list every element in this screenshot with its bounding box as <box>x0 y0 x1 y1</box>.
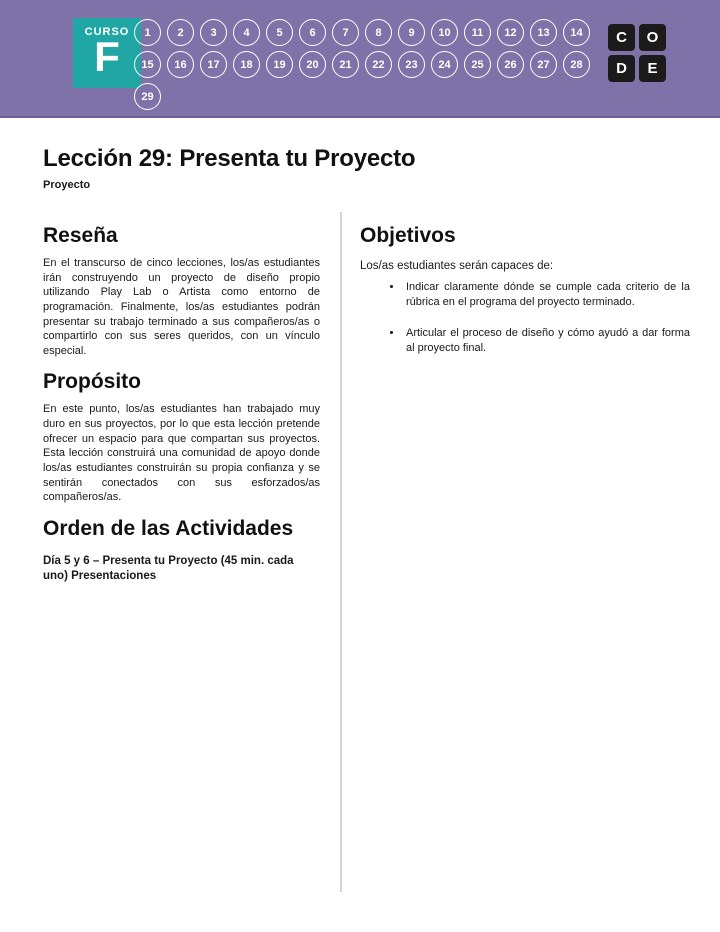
lesson-circle-27[interactable]: 27 <box>530 51 557 78</box>
lesson-circle-row <box>134 51 590 78</box>
lesson-circle-18[interactable]: 18 <box>233 51 260 78</box>
lesson-circle-16[interactable]: 16 <box>167 51 194 78</box>
lesson-circle-22[interactable]: 22 <box>365 51 392 78</box>
objective-item: • Indicar claramente dónde se cumple cada criterio de la rúbrica en el programa del proyecto terminado. <box>403 280 690 311</box>
proposito-body: En este punto, los/as estudiantes han trabajado muy duro en sus proyectos, por lo que esta lección pretende ofrecer un espacio para que compartan sus proyectos. Esta lección construirá una comunidad de apoyo donde los/as estudiantes construirán su propia confianza y se sentirán conectados con sus esforzados/as compañeros/as. <box>43 403 320 504</box>
resena-heading: Reseña <box>43 224 118 247</box>
proposito-heading: Propósito <box>43 370 141 394</box>
page-title: Lección 29: Presenta tu Proyecto <box>43 145 416 172</box>
section-proposito <box>43 370 320 504</box>
lesson-circle-1[interactable]: 1 <box>134 19 161 46</box>
lesson-circle-23[interactable]: 23 <box>398 51 425 78</box>
lesson-circle-3[interactable]: 3 <box>200 19 227 46</box>
course-badge[interactable] <box>73 18 141 88</box>
right-column <box>320 212 690 892</box>
lesson-circle-7[interactable]: 7 <box>332 19 359 46</box>
lesson-circle-19[interactable]: 19 <box>266 51 293 78</box>
lesson-circle-20[interactable]: 20 <box>299 51 326 78</box>
objetivos-intro: Los/as estudiantes serán capaces de: <box>360 260 554 272</box>
orden-heading: Orden de las Actividades <box>43 516 294 540</box>
section-resena <box>43 224 320 358</box>
lesson-circle-17[interactable]: 17 <box>200 51 227 78</box>
lesson-circle-10[interactable]: 10 <box>431 19 458 46</box>
lesson-circle-8[interactable]: 8 <box>365 19 392 46</box>
lesson-circle-28[interactable]: 28 <box>563 51 590 78</box>
course-badge-letter: F <box>94 33 120 80</box>
lesson-circle-21[interactable]: 21 <box>332 51 359 78</box>
resena-body: En el transcurso de cinco lecciones, los/as estudiantes irán construyendo un proyecto de diseño propio utilizando Play Lab o Artista como entorno de programación. Finalmente, los/as estudiantes podrán presentar su trabajo terminado a sus compañeros/as o compartirlo con sus seres queridos, con un vínculo especial. <box>43 257 320 357</box>
header <box>0 0 720 118</box>
lesson-circle-row <box>134 83 590 110</box>
section-objetivos <box>360 224 690 357</box>
orden-activity: Día 5 y 6 – Presenta tu Proyecto (45 min. cada uno) Presentaciones <box>43 554 294 583</box>
objectives-list <box>360 280 690 357</box>
logo-letter-e: E <box>639 55 666 82</box>
lesson-circle-13[interactable]: 13 <box>530 19 557 46</box>
logo-letter-d: D <box>608 55 635 82</box>
code-org-logo[interactable] <box>608 24 666 82</box>
objetivos-heading: Objetivos <box>360 224 456 247</box>
section-orden-actividades <box>43 517 320 585</box>
lesson-circle-2[interactable]: 2 <box>167 19 194 46</box>
lesson-circle-29[interactable]: 29 <box>134 83 161 110</box>
two-column-layout <box>43 212 690 892</box>
lesson-circle-11[interactable]: 11 <box>464 19 491 46</box>
lesson-circle-15[interactable]: 15 <box>134 51 161 78</box>
lesson-circle-12[interactable]: 12 <box>497 19 524 46</box>
lesson-circle-25[interactable]: 25 <box>464 51 491 78</box>
logo-letter-c: C <box>608 24 635 51</box>
lesson-circle-6[interactable]: 6 <box>299 19 326 46</box>
objective-item: • Articular el proceso de diseño y cómo ayudó a dar forma al proyecto final. <box>403 326 690 357</box>
lesson-content <box>0 145 720 892</box>
lesson-circle-row <box>134 19 590 46</box>
lesson-circle-4[interactable]: 4 <box>233 19 260 46</box>
course-badge-label: CURSO <box>84 26 130 38</box>
lesson-circle-24[interactable]: 24 <box>431 51 458 78</box>
lesson-nav <box>134 19 590 110</box>
lesson-circle-26[interactable]: 26 <box>497 51 524 78</box>
lesson-circle-14[interactable]: 14 <box>563 19 590 46</box>
lesson-circle-9[interactable]: 9 <box>398 19 425 46</box>
left-column <box>43 212 320 892</box>
lesson-circle-5[interactable]: 5 <box>266 19 293 46</box>
logo-letter-o: O <box>639 24 666 51</box>
page-subtitle: Proyecto <box>43 179 91 191</box>
column-divider <box>340 212 342 892</box>
